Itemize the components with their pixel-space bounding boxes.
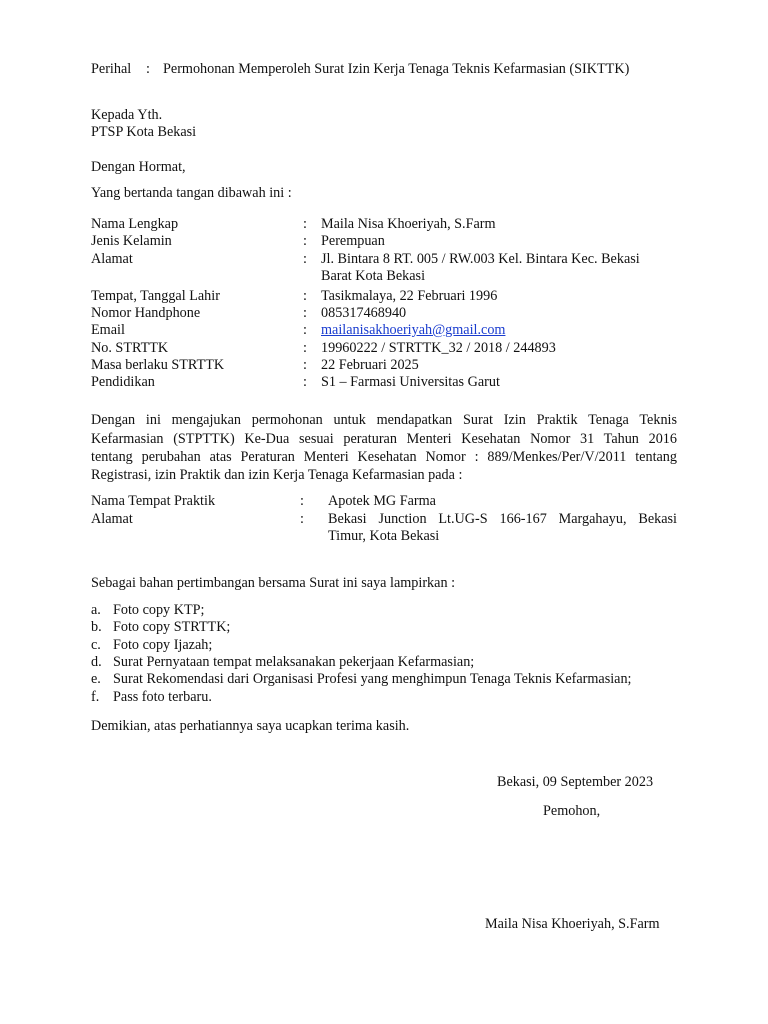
applicant-address-line-2: Barat Kota Bekasi [321, 268, 426, 285]
colon: : [303, 374, 307, 390]
closing-text: Demikian, atas perhatiannya saya ucapkan terima kasih. [91, 718, 410, 734]
subject-text: Permohonan Memperoleh Surat Izin Kerja Tenaga Teknis Kefarmasian (SIKTTK) [163, 61, 630, 77]
subject-colon: : [146, 61, 150, 77]
list-marker: e. [91, 671, 101, 687]
signature-place-date: Bekasi, 09 September 2023 [497, 774, 654, 790]
subject-label: Perihal [91, 61, 132, 77]
applicant-email-row [91, 322, 691, 339]
request-line-3: tentang perubahan atas Peraturan Menteri Kesehatan Nomor : 889/Menkes/Per/V/2011 tentang [91, 449, 677, 465]
greeting: Dengan Hormat, [91, 159, 186, 175]
list-marker: f. [91, 689, 100, 705]
signature-name: Maila Nisa Khoeriyah, S.Farm [485, 916, 660, 932]
colon: : [300, 511, 304, 527]
list-marker: c. [91, 637, 101, 653]
recipient-line-2: PTSP Kota Bekasi [91, 124, 197, 140]
applicant-validity-row [91, 357, 691, 374]
list-item [91, 689, 691, 706]
practice-address-row [91, 511, 681, 545]
request-line-1: Dengan ini mengajukan permohonan untuk mendapatkan Surat Izin Praktik Tenaga Teknis [91, 412, 677, 428]
recipient-line-1: Kepada Yth. [91, 107, 163, 123]
signature-role: Pemohon, [543, 803, 601, 819]
practice-address-line-2: Timur, Kota Bekasi [328, 528, 440, 545]
request-line-4: Registrasi, izin Praktik dan izin Kerja Tenaga Kefarmasian pada : [91, 467, 463, 483]
colon: : [303, 216, 307, 232]
applicant-phone-value: 085317468940 [321, 305, 407, 321]
list-marker: d. [91, 654, 102, 670]
applicant-education-label: Pendidikan [91, 374, 155, 390]
list-item-text: Foto copy Ijazah; [113, 637, 213, 653]
applicant-address-line-1: Jl. Bintara 8 RT. 005 / RW.003 Kel. Bintara Kec. Bekasi [321, 251, 640, 267]
colon: : [303, 288, 307, 304]
list-item-text: Surat Rekomendasi dari Organisasi Profesi yang menghimpun Tenaga Teknis Kefarmasian; [113, 671, 632, 687]
applicant-phone-label: Nomor Handphone [91, 305, 201, 321]
colon: : [303, 322, 307, 338]
applicant-gender-value: Perempuan [321, 233, 385, 249]
request-line-2: Kefarmasian (STPTTK) Ke-Dua sesuai peraturan Menteri Kesehatan Nomor 31 Tahun 2016 [91, 431, 677, 447]
list-item-text: Foto copy KTP; [113, 602, 205, 618]
applicant-gender-label: Jenis Kelamin [91, 233, 172, 249]
list-marker: a. [91, 602, 101, 618]
colon: : [303, 357, 307, 373]
list-item-text: Pass foto terbaru. [113, 689, 212, 705]
list-item [91, 654, 691, 671]
list-item-text: Surat Pernyataan tempat melaksanakan pekerjaan Kefarmasian; [113, 654, 475, 670]
applicant-phone-row [91, 305, 691, 322]
applicant-education-row [91, 374, 691, 391]
practice-place-row [91, 493, 681, 511]
colon: : [303, 305, 307, 321]
applicant-name-label: Nama Lengkap [91, 216, 179, 232]
practice-place-value: Apotek MG Farma [328, 493, 436, 509]
list-item [91, 671, 691, 688]
subject-line [91, 61, 131, 78]
intro-text: Yang bertanda tangan dibawah ini : [91, 185, 292, 201]
applicant-education-value: S1 – Farmasi Universitas Garut [321, 374, 500, 390]
practice-address-line-1: Bekasi Junction Lt.UG-S 166-167 Margahayu, Bekasi [328, 511, 677, 527]
applicant-email-link[interactable]: mailanisakhoeriyah@gmail.com [321, 322, 506, 338]
applicant-name-value: Maila Nisa Khoeriyah, S.Farm [321, 216, 496, 232]
colon: : [303, 251, 307, 267]
applicant-validity-value: 22 Februari 2025 [321, 357, 419, 373]
applicant-birth-row [91, 288, 691, 305]
applicant-birth-value: Tasikmalaya, 22 Februari 1996 [321, 288, 498, 304]
list-marker: b. [91, 619, 102, 635]
colon: : [303, 340, 307, 356]
applicant-name-row [91, 216, 691, 233]
list-item [91, 637, 691, 654]
list-item [91, 619, 691, 636]
applicant-email-label: Email [91, 322, 125, 338]
applicant-address-row [91, 251, 691, 285]
applicant-strttk-row [91, 340, 691, 357]
list-item [91, 602, 691, 619]
applicant-validity-label: Masa berlaku STRTTK [91, 357, 225, 373]
applicant-strttk-label: No. STRTTK [91, 340, 169, 356]
applicant-strttk-value: 19960222 / STRTTK_32 / 2018 / 244893 [321, 340, 556, 356]
colon: : [303, 233, 307, 249]
applicant-gender-row [91, 233, 691, 250]
applicant-birth-label: Tempat, Tanggal Lahir [91, 288, 220, 304]
practice-place-label: Nama Tempat Praktik [91, 493, 216, 509]
attachments-intro: Sebagai bahan pertimbangan bersama Surat ini saya lampirkan : [91, 575, 456, 591]
list-item-text: Foto copy STRTTK; [113, 619, 231, 635]
colon: : [300, 493, 304, 509]
applicant-address-label: Alamat [91, 251, 133, 267]
practice-address-label: Alamat [91, 511, 133, 527]
